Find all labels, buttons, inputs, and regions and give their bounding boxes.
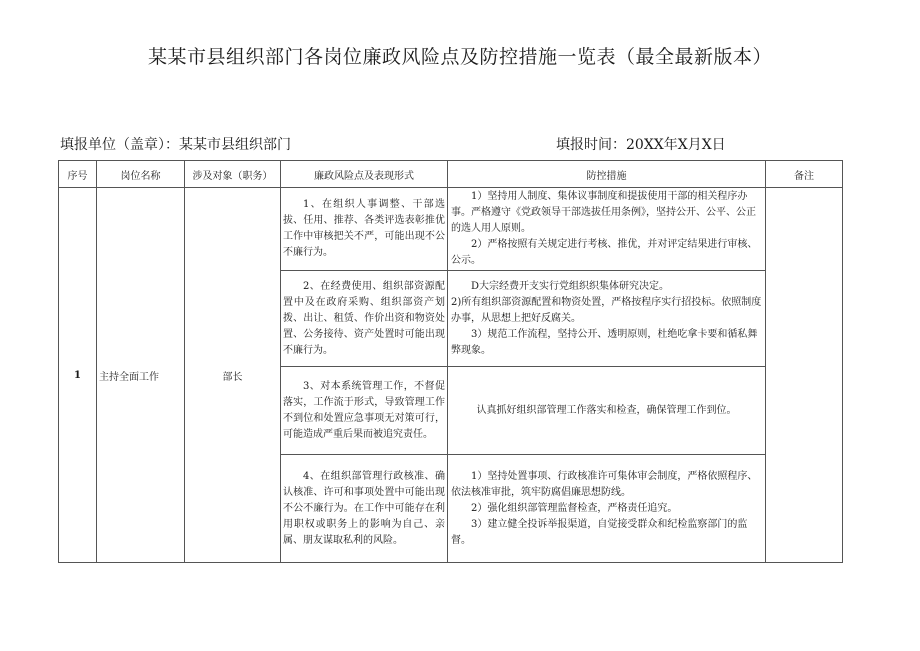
measures-cell [448, 455, 766, 563]
measure-item: 3）规范工作流程，坚持公开、透明原则，杜绝吃拿卡要和循私舞弊现象。 [451, 328, 758, 356]
measure-item: 认真抓好组织部管理工作落实和检查，确保管理工作到位。 [476, 404, 737, 416]
header-risk: 廉政风险点及表现形式 [281, 161, 448, 188]
measure-item: D大宗经费开支实行党组织织集体研究决定。 [471, 280, 670, 292]
risk-point: 3、对本系统管理工作，不督促落实，工作流于形式，导致管理工作不到位和处置应急事项无对策可行，可能造成严重后果而被追究责任。 [281, 367, 448, 455]
measure-item: 3）建立健全投诉举报渠道，自觉接受群众和纪检监察部门的监督。 [451, 518, 748, 546]
reporting-time: 填报时间：20XX年X月X日 [556, 137, 726, 153]
measures-cell [448, 188, 766, 271]
risk-point: 1、在组织人事调整、干部选拔、任用、推荐、各类评选表彰推优工作中审核把关不严，可能出现不公不廉行为。 [281, 188, 448, 271]
header-position: 岗位名称 [97, 161, 185, 188]
measure-item: 2）强化组织部管理监督检查，严格责任追究。 [471, 502, 678, 514]
header-number: 序号 [59, 161, 97, 188]
table-row [59, 188, 843, 271]
row-number: 1 [59, 188, 97, 563]
risk-point: 2、在经费使用、组织部资源配置中及在政府采购、组织部资产划拨、出让、租赁、作价出资和物资处置、公务接待、资产处置时可能出现不廉行为。 [281, 271, 448, 367]
measures-cell [448, 367, 766, 455]
measure-item: 2)所有组织部资源配置和物资处置，严格按程序实行招投标。依照制度办事，从思想上把好反腐关。 [451, 296, 762, 324]
measure-item: 1）坚持处置事项、行政核准许可集体审会制度，严格依照程序、依法核准审批，筑牢防腐倡廉思想防线。 [451, 470, 758, 498]
measures-cell [448, 271, 766, 367]
header-measures: 防控措施 [448, 161, 766, 188]
risk-table [58, 160, 843, 563]
page-title: 某某市县组织部门各岗位廉政风险点及防控措施一览表（最全最新版本） [147, 46, 772, 68]
position-name: 主持全面工作 [97, 188, 185, 563]
note-cell [766, 188, 843, 563]
measure-item: 1）坚持用人制度、集体议事制度和提拔使用干部的相关程序办事。严格遵守《党政领导干部选拔任用条例》，坚持公开、公平、公正的选人用人原则。 [451, 191, 756, 234]
risk-point: 4、在组织部管理行政核准、确认核准、许可和事项处置中可能出现不公不廉行为。在工作中可能存在利用职权或职务上的影响为自己、亲属、朋友谋取私利的风险。 [281, 455, 448, 563]
header-object: 涉及对象（职务） [185, 161, 281, 188]
measure-item: 2）严格按照有关规定进行考核、推优，并对评定结果进行审核、公示。 [451, 239, 758, 266]
reporting-unit: 填报单位（盖章）：某某市县组织部门 [60, 137, 291, 153]
table-header-row [59, 161, 843, 188]
object-duty: 部长 [185, 188, 281, 563]
header-note: 备注 [766, 161, 843, 188]
